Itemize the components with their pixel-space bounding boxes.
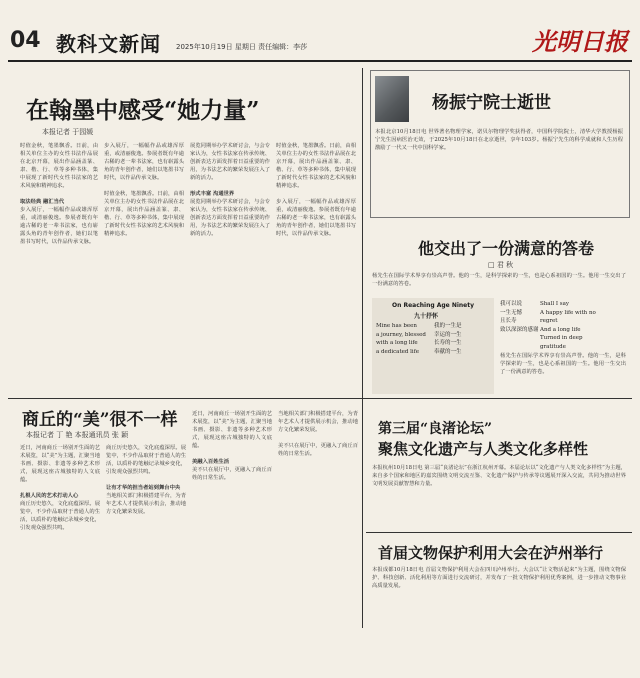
poem-title-chinese: 九十抒怀 [414,313,439,320]
forum-body: 本报杭州10月18日电 第三届“良渚论坛”在浙江杭州开幕。本届论坛以“文化遗产与人类文化多样性”为主题，来自多个国家和地区的嘉宾围绕文明交流互鉴、文化遗产保护与传承等议题展开深入交流，共同为推动世界文明发展贡献智慧和力量。 [372,465,626,487]
poem-english-right: Shall I say A happy life with no regret And a long life Turned in deep gratitude [540,301,596,350]
poem-title-english: On Reaching Age Ninety [392,302,475,309]
portrait-photo [375,76,409,122]
shangqiu-subhead-3: 美融入百姓生活 [192,459,230,465]
poem-chinese-left: 我的一生是 幸运的一生 长寿的一生 奉献的一生 [434,323,462,355]
forum-headline-1: 第三届“良渚论坛” [378,421,493,437]
obituary-body: 本报北京10月18日电 世界著名物理学家，诺贝尔物理学奖获得者，中国科学院院士，清华大学教授杨振宁先生因病医治无效，于2025年10月18日在北京逝世，享年103岁。杨振宁先生的科学成就和人生历程激励了一代又一代中国科学家。 [375,129,623,151]
lead-body-3: 展览同期举办学术研讨会，与会专家认为，女性书法家在传承传统、创新表达方面发挥着日益重要的作用，为书法艺术的繁荣发展注入了新的活力。 [190,143,270,181]
shangqiu-body-2: 商丘历史悠久，文化底蕴深厚。展览中，不少作品取材于普通人的生活，以质朴的笔触记录城乡变化，引发观众强烈共鸣。 [20,501,100,531]
shangqiu-subhead-2: 让有才华的担当者站到舞台中央 [106,485,181,491]
obituary-headline: 杨振宁院士逝世 [432,93,551,113]
page-header [8,20,632,62]
section-title: 教科文新闻 [56,32,161,56]
shangqiu-col-4 [278,410,358,668]
forum-headline-2: 聚焦文化遗产与人类文化多样性 [378,440,589,458]
lead-body-3b: 展览同期举办学术研讨会，与会专家认为，女性书法家在传承传统、创新表达方面发挥着日益重要的作用，为书法艺术的繁荣发展注入了新的活力。 [190,199,270,237]
shangqiu-body-3: 当地相关部门积极搭建平台，为青年艺术人才提供展示机会，推动地方文化繁荣发展。 [106,493,186,515]
shangqiu-body-4: 美不只在展厅中，更融入了商丘百姓的日常生活。 [192,467,272,481]
shangqiu-col-2 [106,444,186,668]
shangqiu-body-1: 近日，河南商丘一场别开生面的艺术展览，以“美”为主题，汇聚当地书画、摄影、非遗等多种艺术形式，展现这座古城独特的人文底蕴。 [20,445,100,483]
relics-body: 本报成都10月18日电 首届文物保护利用大会在四川泸州举行。大会以“让文物活起来”为主题，围绕文物保护、科技创新、活化利用等方面进行交流研讨，并发布了一批文物保护利用优秀案例，进一步推动文物事业高质量发展。 [372,567,626,589]
horizontal-divider [8,398,632,399]
essay-body-right: 杨先生在国际学术界享有崇高声誉。他的一生，是科学探索的一生，也是心系祖国的一生。他用一生交出了一份满意的答卷。 [500,353,626,375]
shangqiu-body-2b: 商丘历史悠久，文化底蕴深厚。展览中，不少作品取材于普通人的生活，以质朴的笔触记录城乡变化，引发观众强烈共鸣。 [106,445,186,475]
shangqiu-col-1 [20,444,100,668]
column-divider [362,68,363,628]
lead-body-1c: 时值金秋，笔墨飘香。日前，由相关单位主办的女性书法作品展在北京开幕，展出作品涵盖篆、隶、楷、行、草等多种书体，集中展现了新时代女性书法家的艺术风貌和精神追求。 [276,143,356,189]
lead-body-1: 时值金秋，笔墨飘香。日前，由相关单位主办的女性书法作品展在北京开幕，展出作品涵盖篆、隶、楷、行、草等多种书体，集中展现了新时代女性书法家的艺术风貌和精神追求。 [20,143,98,189]
essay-byline: □ 君 秋 [488,261,514,269]
lead-body-2b: 步入展厅，一幅幅作品或雄浑厚重，或清丽俊逸。参展者既有年逾古稀的老一辈书法家，也有崭露头角的青年创作者，她们以笔墨书写时代，以作品传承文脉。 [104,143,184,181]
newspaper-logo: 光明日报 [532,27,628,56]
lead-col-4 [276,142,356,392]
essay-body: 杨先生在国际学术界享有崇高声誉。他的一生，是科学探索的一生，也是心系祖国的一生。他用一生交出了一份满意的答卷。 [372,273,626,287]
shangqiu-col-3 [192,410,272,668]
shangqiu-subhead-1: 扎根人民的艺术打动人心 [20,493,79,499]
shangqiu-headline: 商丘的“美”很不一样 [22,410,178,430]
lead-body-2: 步入展厅，一幅幅作品或雄浑厚重，或清丽俊逸。参展者既有年逾古稀的老一辈书法家，也有崭露头角的青年创作者，她们以笔墨书写时代，以作品传承文脉。 [20,207,98,245]
shangqiu-body-1b: 近日，河南商丘一场别开生面的艺术展览，以“美”为主题，汇聚当地书画、摄影、非遗等多种艺术形式，展现这座古城独特的人文底蕴。 [192,411,272,449]
essay-headline: 他交出了一份满意的答卷 [418,239,595,258]
relics-headline: 首届文物保护利用大会在泸州举行 [378,544,604,562]
lead-byline: 本报记者 于园媛 [42,128,94,136]
poem-chinese-right: 我可以说 一生无憾 且长寿 致以深深的感谢 [500,301,539,333]
shangqiu-byline: 本报记者 丁 艳 本报通讯员 张 颖 [26,431,129,439]
shangqiu-body-4b: 美不只在展厅中，更融入了商丘百姓的日常生活。 [278,443,358,457]
lead-col-3 [190,142,270,392]
issue-meta: 2025年10月19日 星期日 责任编辑：李莎 [176,43,308,51]
lead-body-1b: 时值金秋，笔墨飘香。日前，由相关单位主办的女性书法作品展在北京开幕，展出作品涵盖篆、隶、楷、行、草等多种书体，集中展现了新时代女性书法家的艺术风貌和精神追求。 [104,191,184,237]
lead-col-2 [104,142,184,392]
lead-headline: 在翰墨中感受“她力量” [26,97,260,124]
lead-subhead-2: 形式丰富 沟通世界 [190,191,235,197]
shangqiu-body-3b: 当地相关部门积极搭建平台，为青年艺术人才提供展示机会，推动地方文化繁荣发展。 [278,411,358,433]
lead-col-1 [20,142,98,392]
poem-english-left: Mine has been a journey, blessed with a long life a dedicated life [376,323,426,355]
lead-body-2c: 步入展厅，一幅幅作品或雄浑厚重，或清丽俊逸。参展者既有年逾古稀的老一辈书法家，也有崭露头角的青年创作者，她们以笔墨书写时代，以作品传承文脉。 [276,199,356,237]
page-number: 04 [10,28,41,53]
lead-subhead-1: 取法经典 融汇当代 [20,199,65,205]
divider-relics [366,532,632,533]
